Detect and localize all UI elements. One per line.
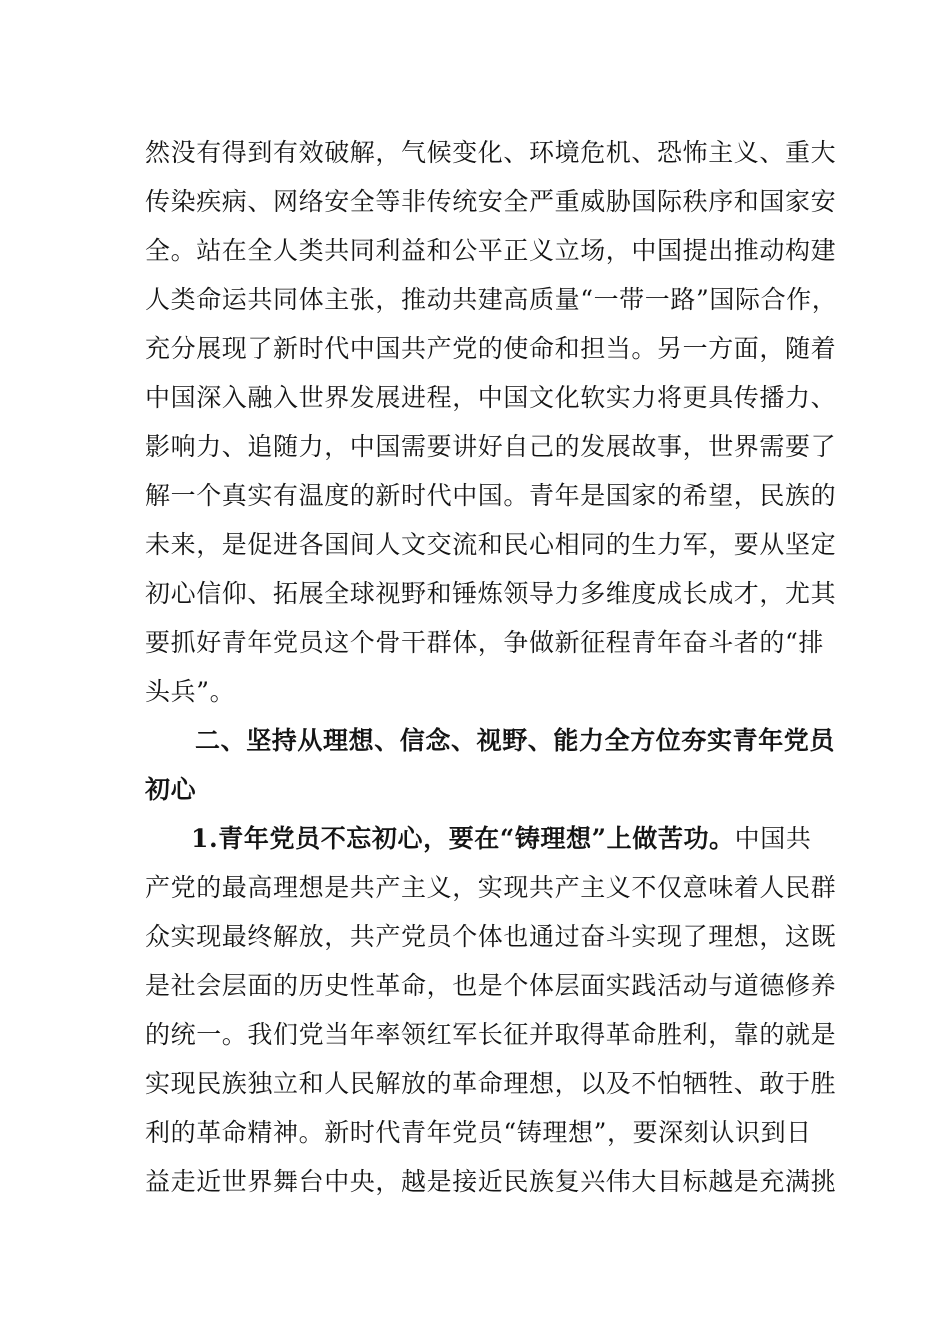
- text-line: 初心信仰、拓展全球视野和锤炼领导力多维度成长成才，尤其: [145, 579, 837, 608]
- section-heading-line: 初心: [145, 775, 197, 804]
- paragraph-section-1: [145, 814, 837, 1206]
- text-line: 然没有得到有效破解，气候变化、环境危机、恐怖主义、重大: [145, 138, 837, 167]
- text-line: 全。站在全人类共同利益和公平正义立场，中国提出推动构建: [145, 236, 837, 265]
- text-line: 中国深入融入世界发展进程，中国文化软实力将更具传播力、: [145, 383, 837, 412]
- text-line: 人类命运共同体主张，推动共建高质量“一带一路”国际合作，: [145, 285, 838, 314]
- text-run: 中国共: [734, 824, 812, 853]
- section-heading-line: 二、坚持从理想、信念、视野、能力全方位夯实青年党员: [195, 726, 836, 755]
- document-body: [145, 128, 838, 1206]
- text-line: 解一个真实有温度的新时代中国。青年是国家的希望，民族的: [145, 481, 837, 510]
- text-line: 实现民族独立和人民解放的革命理想，以及不怕牺牲、敢于胜: [145, 1069, 837, 1098]
- text-line: 要抓好青年党员这个骨干群体，争做新征程青年奋斗者的“排: [145, 628, 824, 657]
- subsection-lead: 1.青年党员不忘初心，要在“铸理想”上做苦功。: [191, 824, 735, 853]
- text-line: 充分展现了新时代中国共产党的使命和担当。另一方面，随着: [145, 334, 837, 363]
- text-line: 未来，是促进各国间人文交流和民心相同的生力军，要从坚定: [145, 530, 837, 559]
- text-line: 头兵”。: [145, 677, 236, 706]
- text-line: 传染疾病、网络安全等非传统安全严重威胁国际秩序和国家安: [145, 187, 837, 216]
- text-line: 益走近世界舞台中央，越是接近民族复兴伟大目标越是充满挑: [145, 1167, 837, 1196]
- text-line: 是社会层面的历史性革命，也是个体层面实践活动与道德修养: [145, 971, 837, 1000]
- text-line: 产党的最高理想是共产主义，实现共产主义不仅意味着人民群: [145, 873, 837, 902]
- text-line: 影响力、追随力，中国需要讲好自己的发展故事，世界需要了: [145, 432, 837, 461]
- paragraph-continued: [145, 128, 838, 716]
- text-line: 众实现最终解放，共产党员个体也通过奋斗实现了理想，这既: [145, 922, 837, 951]
- text-line: 的统一。我们党当年率领红军长征并取得革命胜利，靠的就是: [145, 1020, 837, 1049]
- text-line: [145, 814, 812, 863]
- text-line: 利的革命精神。新时代青年党员“铸理想”，要深刻认识到日: [145, 1118, 812, 1147]
- section-heading: [145, 716, 836, 814]
